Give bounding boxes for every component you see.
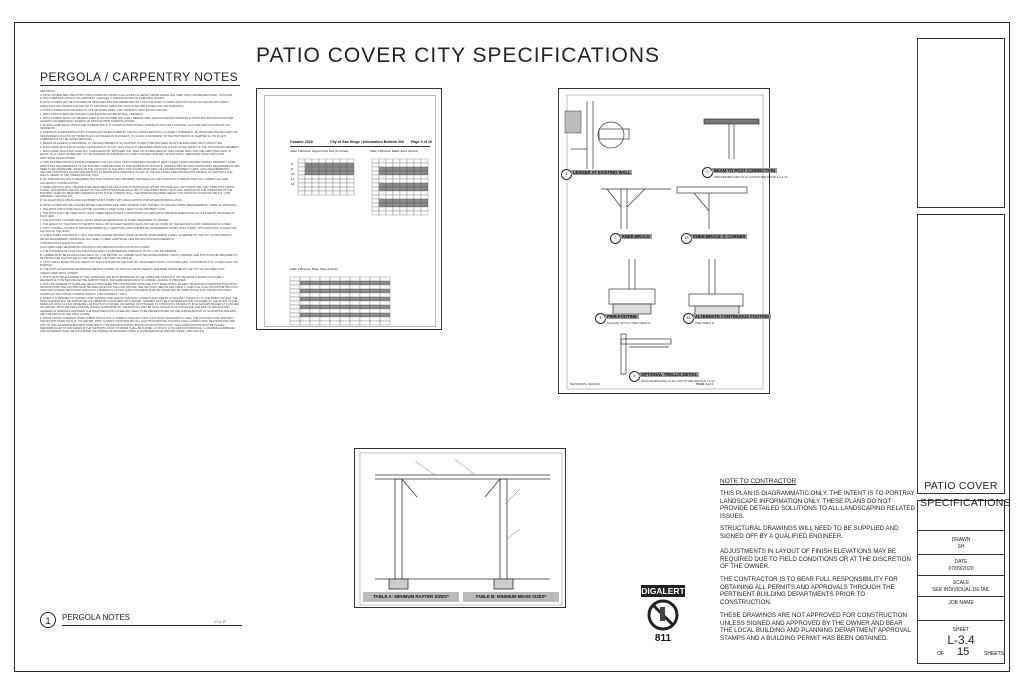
sheet-number: L-3.4: [947, 633, 975, 647]
pergola-note-paragraph: 7. ENCLOSURE WALLS MAY HAVE ANY CONFIGURATION, PROVIDED THE OPEN OR GLAZED AREA OF THE LONGER WALL AND ONE ADDITIONAL WALL IS EQUAL TO AT LEAST 65 PERCENT OF THE AREA BELOW A MINIMUM OF 6 FEET 8 INCHES (2032 MM) OF EACH WALL, MEASURED FROM THE FLOOR.: [40, 149, 232, 157]
detail-callout-number: 1: [561, 169, 572, 180]
detail-callout-title: LEDGER AT EXISTING WALL: [573, 170, 631, 175]
pergola-note-paragraph: CONSTRUCTION SPECIFICATIONS: [40, 241, 84, 245]
pergola-note-paragraph: F. SPECIFY ROOF COVERING WHEN SUBMITTING PLANS. IF NOMINAL ONE-HALF INCH THICK ROOF SHEATHING IS USED, THE ROOF MAY HAVE RAFTERS SPACED NOT MORE THAN 24" ON CENTER. PATIO COVERS CONSTRUCTED OF LIGHT-TRANSMITTING PLASTICS SHALL COMPLY WITH SECTIONS 2606 AND 2607 OF THE CALIFORNIA BUILDING CODE AND TO THE MANUFACTURER'S INSTALLATION INSTRUCTIONS. THE CORRUGATIONS MUST BE PLACED PERPENDICULAR TO AND ADDED IN THE SUPPORTS. ROOF SYSTEMS SHALL BE SLOPED 1/4 INCH IN 12 INCHES FOR DRAINAGE. G. FRAMING HARDWARE AND FASTENERS SHALL BE HOT-DIPPED GALVANIZED OR STAINLESS STEEL IF IN PRESERVATIVE-TREATED WOOD. (CBC 2304.9.5): [40, 317, 235, 333]
pergola-note-paragraph: B. PATIO COVERS MAY BE ATTACHED OR DETACHED AND ARE PERMITTED ONLY AS ACCESSORY TO DWELLING UNITS SUCH AS ONE-OR-TWO FAMILY DWELLINGS OR LODGING HOUSES OR TO INDIVIDUAL DWELLING UNITS IN MULTIPLE DWELLING UNIT BUILDINGS.: [40, 101, 229, 108]
pergola-note-paragraph: 4. OPENINGS SURROUNDING PATIO COVERS MAY BE ENCLOSED BY THE FOLLOWING METHODS: (A) INSECT SCREENING, (B) APPROVED TRANSLUCENT OR TRANSPARENT PLASTIC NOT MORE THAN 0.125 INCHES IN THICKNESS, (C) GLASS CONFORMING TO THE PROVISIONS OF CHAPTER 24, OR (D) ANY COMBINATION OF THE NOTED METHODS.: [40, 131, 238, 141]
post-height-label: 9': [291, 167, 294, 171]
post-height-label: 8': [291, 162, 294, 166]
contractor-note-4: THE CONTRACTOR IS TO BEAR FULL RESPONSIBILITY FOR OBTAINING ALL PERMITS AND APPROVALS THROUGH THE PERTINENT BUILDING DEPARTMENTS PRIOR TO CONSTRUCTION.: [720, 576, 898, 606]
table-b-label: TABLE B: MINIMUM BEAM SIZES*: [463, 592, 559, 602]
detail-label: PERGOLA NOTES: [62, 613, 131, 622]
pergola-note-paragraph: 1. PATIO STRUCTURES MAY EXTEND OVER EXISTING EXTERIOR WALL OPENINGS.: [40, 112, 144, 116]
pergola-note-paragraph: C. POST SIZE IS BASED ON THE HEIGHT OF THE FLOOR ABOVE THE SLAB (AT THE HIGHEST POINT) 0 TO 8 FEET HIGH: 4X4 MINIMUM; 8 TO 12 FEET HIGH: 6X6 MINIMUM.: [40, 261, 239, 268]
detail-callout-number: 2: [702, 167, 713, 178]
detail-callout-title: KNEE-BRACE @ CORNER: [693, 234, 746, 239]
digalert-number: 811: [654, 633, 672, 644]
detail-callout-subtext: PROVIDE BRACING AT ALL POSTS PER DETAILS 2 & 3A: [714, 175, 788, 179]
pergola-note-paragraph: B. NO FIRE PROTECTION IS REQUIRED FOR THE COMMON WALL BETWEEN THE DWELLING UNIT AND PATIO COVER AS THEY FALL UNDER THE SAME OCCUPANCY CLASSIFICATION.: [40, 178, 229, 185]
pergola-note-paragraph: A. THIS INFORMATION BULLETIN RECOMMENDS THAT ALL PATIO STRUCTURES BE LOCATED AT LEAST 5 FEET FROM ASSUMED OR REAL PROPERTY LINES. ADDITIONAL REQUIREMENTS OF THE BUILDING CODE RELATED TO FIRE SEPARATION DISTANCE, OPENING PROTECTION AND PARAPET REQUIREMENTS MAY NEED TO BE ADDRESSED. BASED ON THE LOCATION OF THE PATIO STRUCTURE FROM REAL OR ASSUMED PROPERTY LINES. SUCH REQUIREMENTS INCLUDE LIMITATIONS ON NEW AND EXISTING EXTERIOR WALL OPENINGS OF 10% OF THE WALL AREA, FIRE PROTECTION RATINGS OF SUPPORTS AND WALLS. REFER TO CBC TABLES 602 AND 705.8.: [40, 161, 240, 178]
project-title: PATIO COVER SPECIFICATIONS: [920, 480, 1011, 509]
detail-label-rule: [62, 625, 242, 626]
detail-callout-number: 3: [610, 233, 621, 244]
contractor-note-3: ADJUSTMENTS IN LAYOUT OF FINISH ELEVATIONS MAY BE REQUIRED DUE TO FIELD CONDITIONS OR AT THE DISCRETION OF THE OWNER.: [720, 548, 911, 571]
details-revision: REVISIONS: 09/18/19: [570, 382, 600, 386]
pergola-note-paragraph: ADDITIONAL REGULATIONS: [40, 157, 75, 161]
date-label: DATE: [954, 559, 968, 565]
detail-scale: 1"=1'-0": [214, 620, 227, 624]
contractor-notes-heading: NOTE TO CONTRACTOR: [720, 478, 797, 485]
detail-callout: [702, 167, 788, 183]
detail-callout-number: 4: [595, 313, 606, 324]
detail-callout-number: 3A: [681, 233, 692, 244]
pergola-note-paragraph: 3. AN ENCLOSED PATIO STRUCTURE IS PERMITTED IF IT COVERS EXTERIOR WALL OPENINGS THAT ONLY PROVIDE LIGHT AND VENTILATION FOR THE RESIDENTS.: [40, 124, 230, 131]
detail-callout: [681, 233, 761, 249]
pergola-notes-title: PERGOLA / CARPENTRY NOTES: [40, 70, 239, 84]
table2-title: Table 2 Minimum Rafter Sizes (Inches): [370, 149, 419, 153]
pergola-note-paragraph: 2. POST ANCHORAGE TO SLABS MAY BE ACCOMPLISHED WITH A STANDARD APPROVED POST BASE INSTALLED PER THE MANUFACTURER'S INSTALLATION INSTRUCTIONS. THE FOOTING MUST BE ADEQUATE FOR THE LOAD APPLIED. SEE SECTION F BELOW AND TABLE 3. WHEN THE LOAD ON SUPPORTING POST DOES NOT EXCEED 750 POUNDS PER POST, A MINIMUM 3 1/2-INCH THICK CONCRETE SLAB-ON-GRADE MAY BE SUBSTITUTED FOR THE PAD FOOTINGS SHOWN ON THE TYPICAL FRAMING DETAILS. (CBC APPENDIX I 104.2): [40, 282, 239, 296]
pergola-note-paragraph: 2. PATIO COVERS SHALL NOT BE ENCLOSED IN ANY MANNER AND SHALL REMAIN OPEN WHEN EXTERIOR OPENINGS IN ADJOINING BUILDINGS PROVIDE ACCESS FOR EMERGENCY EGRESS OR RESCUE FROM SLEEPING ROOMS.: [40, 116, 234, 123]
post-height-label: 12': [291, 182, 295, 186]
pergola-note-paragraph: C. PATIO COVERS MUST BE OPEN ON ONE OR MORE SIDES. (CBC APPENDIX I SECTION 103 AND 105): [40, 108, 168, 112]
pergola-note-paragraph: E. WHEN IT IS DESIRED TO CONNECT AND SUPPORT ONE SIDE OF THE PATIO COVER STRUCTURE BY ATTACHING IT DIRECTLY TO THE DWELLING UNIT, THE ROOF RAFTERS MAY BE SUPPORTED ON A BEAM WITH HANGERS OR A LEDGER. LEDGERS MUST BE A MINIMUM 2X6 AND ATTACHED TO THE STUDS OF THE DWELLING WITH 1/2 INCH DIAMETER LAG BOLTS AT 16 INCHES ON CENTER OR ATTACHED TO STUDS WITH 3/8 INCH X 5 INCH SCREWS SPACED AT 16 INCHES ON CENTER. PATIO RAFTERS MUST BE SOLIDLY SUPPORTED BY THE EXISTING RAFTER TAILS OR FASCIA OF THE HOUSE. THE SIZE OF THE EXISTING HEADERS AT OPENINGS ADJOINING THE PROPOSED PATIO COVER MAY NEED TO BE VERIFIED BASED ON THE CONFIGURATION OF AN EXISTING BUILDING AND THE DEPTH OF THE PATIO COVER.: [40, 296, 240, 316]
job-name-label: JOB NAME: [948, 600, 974, 606]
sheet-label: SHEET: [952, 627, 970, 633]
no-dig-icon: [647, 599, 679, 631]
pergola-notes-title-rule: [40, 85, 240, 86]
scale-value: SEE INDIVIDUAL DETAIL: [932, 587, 990, 593]
detail-callout-title: OPTIONAL TRELLIS DETAIL: [641, 372, 698, 377]
title-block-revisions-box: [917, 214, 1005, 494]
pergola-note-paragraph: F. PATIO COVERS LOCATED IN THE ENVIRONMENTALLY SENSITIVE LANDS AND BRUSH MANAGEMENT ZONES MUST COMPLY WITH SECTIONS 143.0101 AND 142.0412 OF THE SDMC.: [40, 226, 237, 234]
sheet-title: PATIO COVER CITY SPECIFICATIONS: [256, 44, 660, 67]
framing-page-image: [354, 448, 566, 608]
pergola-note-paragraph: 6. ENCLOSURE WALLS MUST HAVE A CLEAR HEIGHT OF NOT LESS THAN 6'-8" MEASURED FROM THE FLOOR TO THE SOFFIT OF THE SUPPORTING MEMBERS.: [40, 145, 240, 149]
post-height-column: [291, 162, 295, 187]
detail-callout-subtext: (SEE TABLE 3): [695, 321, 715, 325]
digalert-logo-text: DIGALERT: [641, 586, 685, 596]
pergola-note-paragraph: B. LUMBER MUST BE DOUGLAS FIR-LARCH NO. 2 OR BETTER. ALL LUMBER MUST BE GRADE-MARKED. JOISTS, GIRDERS, AND POSTS MAY BE REQUIRED TO BE PROTECTED AGAINST DECAY AND TERMITES. (CBC SECTION 2304.11): [40, 253, 238, 260]
detail-callout-title: ALTERNATE CONTINUOUS FOOTING: [695, 314, 770, 319]
detail-callout-number: 5: [629, 371, 640, 382]
details-page-label: PAGE 4 of 4: [696, 382, 713, 386]
pergola-note-paragraph: 3. THE SUPPORT COLUMNS SHALL HAVE A MINIMUM SEPARATION OF 8 FEET MEASURED ON CENTER.: [40, 218, 169, 222]
scale-label: SCALE: [952, 580, 970, 586]
pergola-notes-body: [40, 90, 240, 610]
digalert-logo: [641, 585, 685, 649]
pergola-note-paragraph: A. PATIO COVERS ARE ONE-STORY STRUCTURES NOT MORE THAN 12 FEET IN HEIGHT ABOVE GRADE AND USED ONLY FOR RECREATIONAL, OUTDOOR LIVING PURPOSES AND NOT AS CARPORTS, GARAGES, STORAGE ROOMS OR HABITABLE ROOMS.: [40, 94, 233, 101]
contractor-note-2: STRUCTURAL DRAWINGS WILL NEED TO BE SUPPLIED AND SIGNED OFF BY A QUALIFIED ENGINEER.: [720, 525, 899, 540]
detail-callout-title: KNEE-BRACE: [622, 234, 650, 239]
pergola-note-paragraph: E. PATIO COVERS MAY BE LOCATED WITHIN A REQUIRED SIDE YARD OR REAR YARD, SUBJECT TO THE FOLLOWING REQUIREMENTS: (SDMC 131.0461(b)(2)).: [40, 203, 238, 207]
contractor-note-1: THIS PLAN IS DIAGRAMMATIC ONLY. THE INTENT IS TO PORTRAY LANDSCAPE INFORMATION ONLY. THESE PLANS DO NOT PROVIDE DETAILED SOLUTIONS TO ALL LANDSCAPING RELATED ISSUES.: [720, 490, 915, 520]
detail-callout: [683, 313, 770, 329]
detail-callout: [610, 233, 660, 249]
contractor-note-5: THESE DRAWINGS ARE NOT APPROVED FOR CONSTRUCTION UNLESS SIGNED AND APPROVED BY THE OWNER AND BEAR THE LOCAL BUILDING AND PLANNING DEPARTMENT APPROVAL STAMPS AND A BUILDING PERMIT HAS BEEN OBTAINED.: [720, 612, 911, 642]
bulletin-page-image: [256, 88, 442, 330]
detail-callout-subtext: PROVIDE BRACING AT ALL POSTS PER DETAILS 2 & 3A: [641, 379, 715, 383]
pergola-note-paragraph: A. THE CONCRETE MIX FOR FOOTINGS MUST MEET A COMPRESSIVE STRENGTH OF f'C= 2,500 PSI MINIMUM.: [40, 249, 178, 253]
bulletin-header-right: Page 3 of 10: [411, 140, 432, 144]
detail-callout-title: PIER FOOTING: [607, 314, 638, 319]
pergola-note-paragraph: 5. MEANS OF EGRESS CONFORMING TO THE REQUIREMENTS OF CHAPTER 10 ARE TO BE PROVIDED FROM THE ENCLOSED PATIO STRUCTURE.: [40, 141, 223, 145]
post-height-label: 10': [291, 172, 295, 176]
pergola-note-paragraph: 1. THE PATIO STRUCTURE SHALL NOT BE LOCATED CLOSER THAN 5 FEET TO ANY PROPERTY LINE.: [40, 207, 166, 211]
pergola-note-paragraph: G. STRUCTURES LOCATED IN A VERY HIGH FIRE HAZARD SEVERITY ZONE OR BRUSH MANAGEMENT ZONES, GOVERNED BY THE CITY OF SAN DIEGO'S BRUSH MANAGEMENT ORDINANCE, MAY NEED TO MEET ADDITIONAL FIRE PROTECTION REQUIREMENTS.: [40, 234, 232, 241]
date-value: 07/09/2020: [948, 566, 974, 572]
title-block-logo-box: [917, 38, 1005, 208]
detail-callout: [561, 169, 631, 185]
pergola-note-paragraph: 2. THE PATIO SHALL BE OPEN ON AT LEAST THREE SIDES EXCEPT FOR SUPPORT COLUMNS WITH MAXIMUM DIMENSIONS OF 18 INCHES BY 18 INCHES IN PLAN VIEW.: [40, 211, 235, 218]
total-sheets: 15: [957, 646, 970, 658]
details-page-image: [558, 88, 788, 394]
sheets-label: SHEETS: [984, 651, 1005, 657]
bulletin-header-center: City of San Diego • Information Bulletin 206: [330, 140, 404, 144]
detail-callout-number: 4A: [683, 313, 694, 324]
detail-callout-subtext: SQUARE "W"X"W" (SEE TABLE 3): [607, 321, 651, 325]
table1-title: Table 1 Minimum Support Post Size (In Inches): [290, 149, 349, 153]
pergola-note-paragraph: FOLLOWING ARE THE MINIMUM CONSTRUCTION SPECIFICATIONS FOR PATIO COVERS.: [40, 245, 151, 249]
pergola-note-paragraph: 4. THE HEIGHT OF THE ROOF OF THE PATIO SHALL NOT EXCEED THE ROOF EAVE OR THE SILL PLATE OF THE SECOND FLOOR, WHICHEVER IS LOWER.: [40, 222, 232, 226]
table-a-label: TABLE A: MINIMUM RAFTER SIZES*: [363, 592, 459, 602]
detail-callout: [595, 313, 659, 329]
pergola-note-paragraph: D. ALL ELECTRICAL WIRING AND EQUIPMENT MUST COMPLY WITH REGULATIONS FOR EXTERIOR INSTALLATION.: [40, 199, 183, 203]
drawn-value: SH: [957, 544, 965, 550]
detail-callout: [629, 371, 759, 387]
pergola-note-paragraph: 1. POSTS MUST BE ANCHORED AT THE LOWER END AND MUST BE BRACED AT THE UPPER END USING ANY OF THE DETAILS SHOWN IN FIGURE 2. DECORATIVE TYPE BRACING MAY BE SUBSTITUTED IF THE SAME RESISTANCE TO LATERAL LOADING IS PROVIDED.: [40, 275, 225, 282]
drawn-label: DRAWN: [951, 537, 971, 543]
typical-framing-drawing: [355, 449, 567, 609]
of-label: OF: [937, 651, 944, 657]
detail-number-circle: 1: [40, 612, 56, 628]
bulletin-tables-graphic: [290, 153, 440, 313]
detail-callout-title: BEAM TO POST CONNECTION: [714, 168, 776, 173]
pergola-note-paragraph: D. THE POST ANCHORAGE AND BRACING DETAILS SHOWN ON THE FOLLOWING SHEETS HAVE BEEN APPROVED BY THE CITY OF SAN DIEGO FOR UNENCLOSED PATIO COVERS.: [40, 268, 225, 275]
bulletin-header-left: October 2018: [290, 140, 313, 144]
pergola-note-paragraph: DEFINITION: [40, 90, 55, 93]
table3-title: Table 3 Minimum Beam Sizes (Inches): [290, 267, 338, 271]
post-height-label: 11': [291, 177, 295, 181]
pergola-note-paragraph: C. WHEN EXISTING WALL OPENINGS ARE REQUIRED FOR LIGHT AND/OR VENTILATION WITHIN THE DWELLING UNIT FRONT AND THEY OPEN INTO A PATIO COVER, THE MINIMUM CEILING HEIGHT OF THE PATIO STRUCTURE SHALL BE 7'-0" MEASURED FROM THE FLOOR SURFACE TO THE UNDERSIDE OF THE RAFTERS. WHEN NO REQUIRED OPENINGS EXIST IN THE COMMON WALL, THE MINIMUM REQUIRED HEIGHT FOR THE PATIO COVER MAY BE 6'-8". (CBC APPENDIX I SECTION 102): [40, 185, 235, 199]
